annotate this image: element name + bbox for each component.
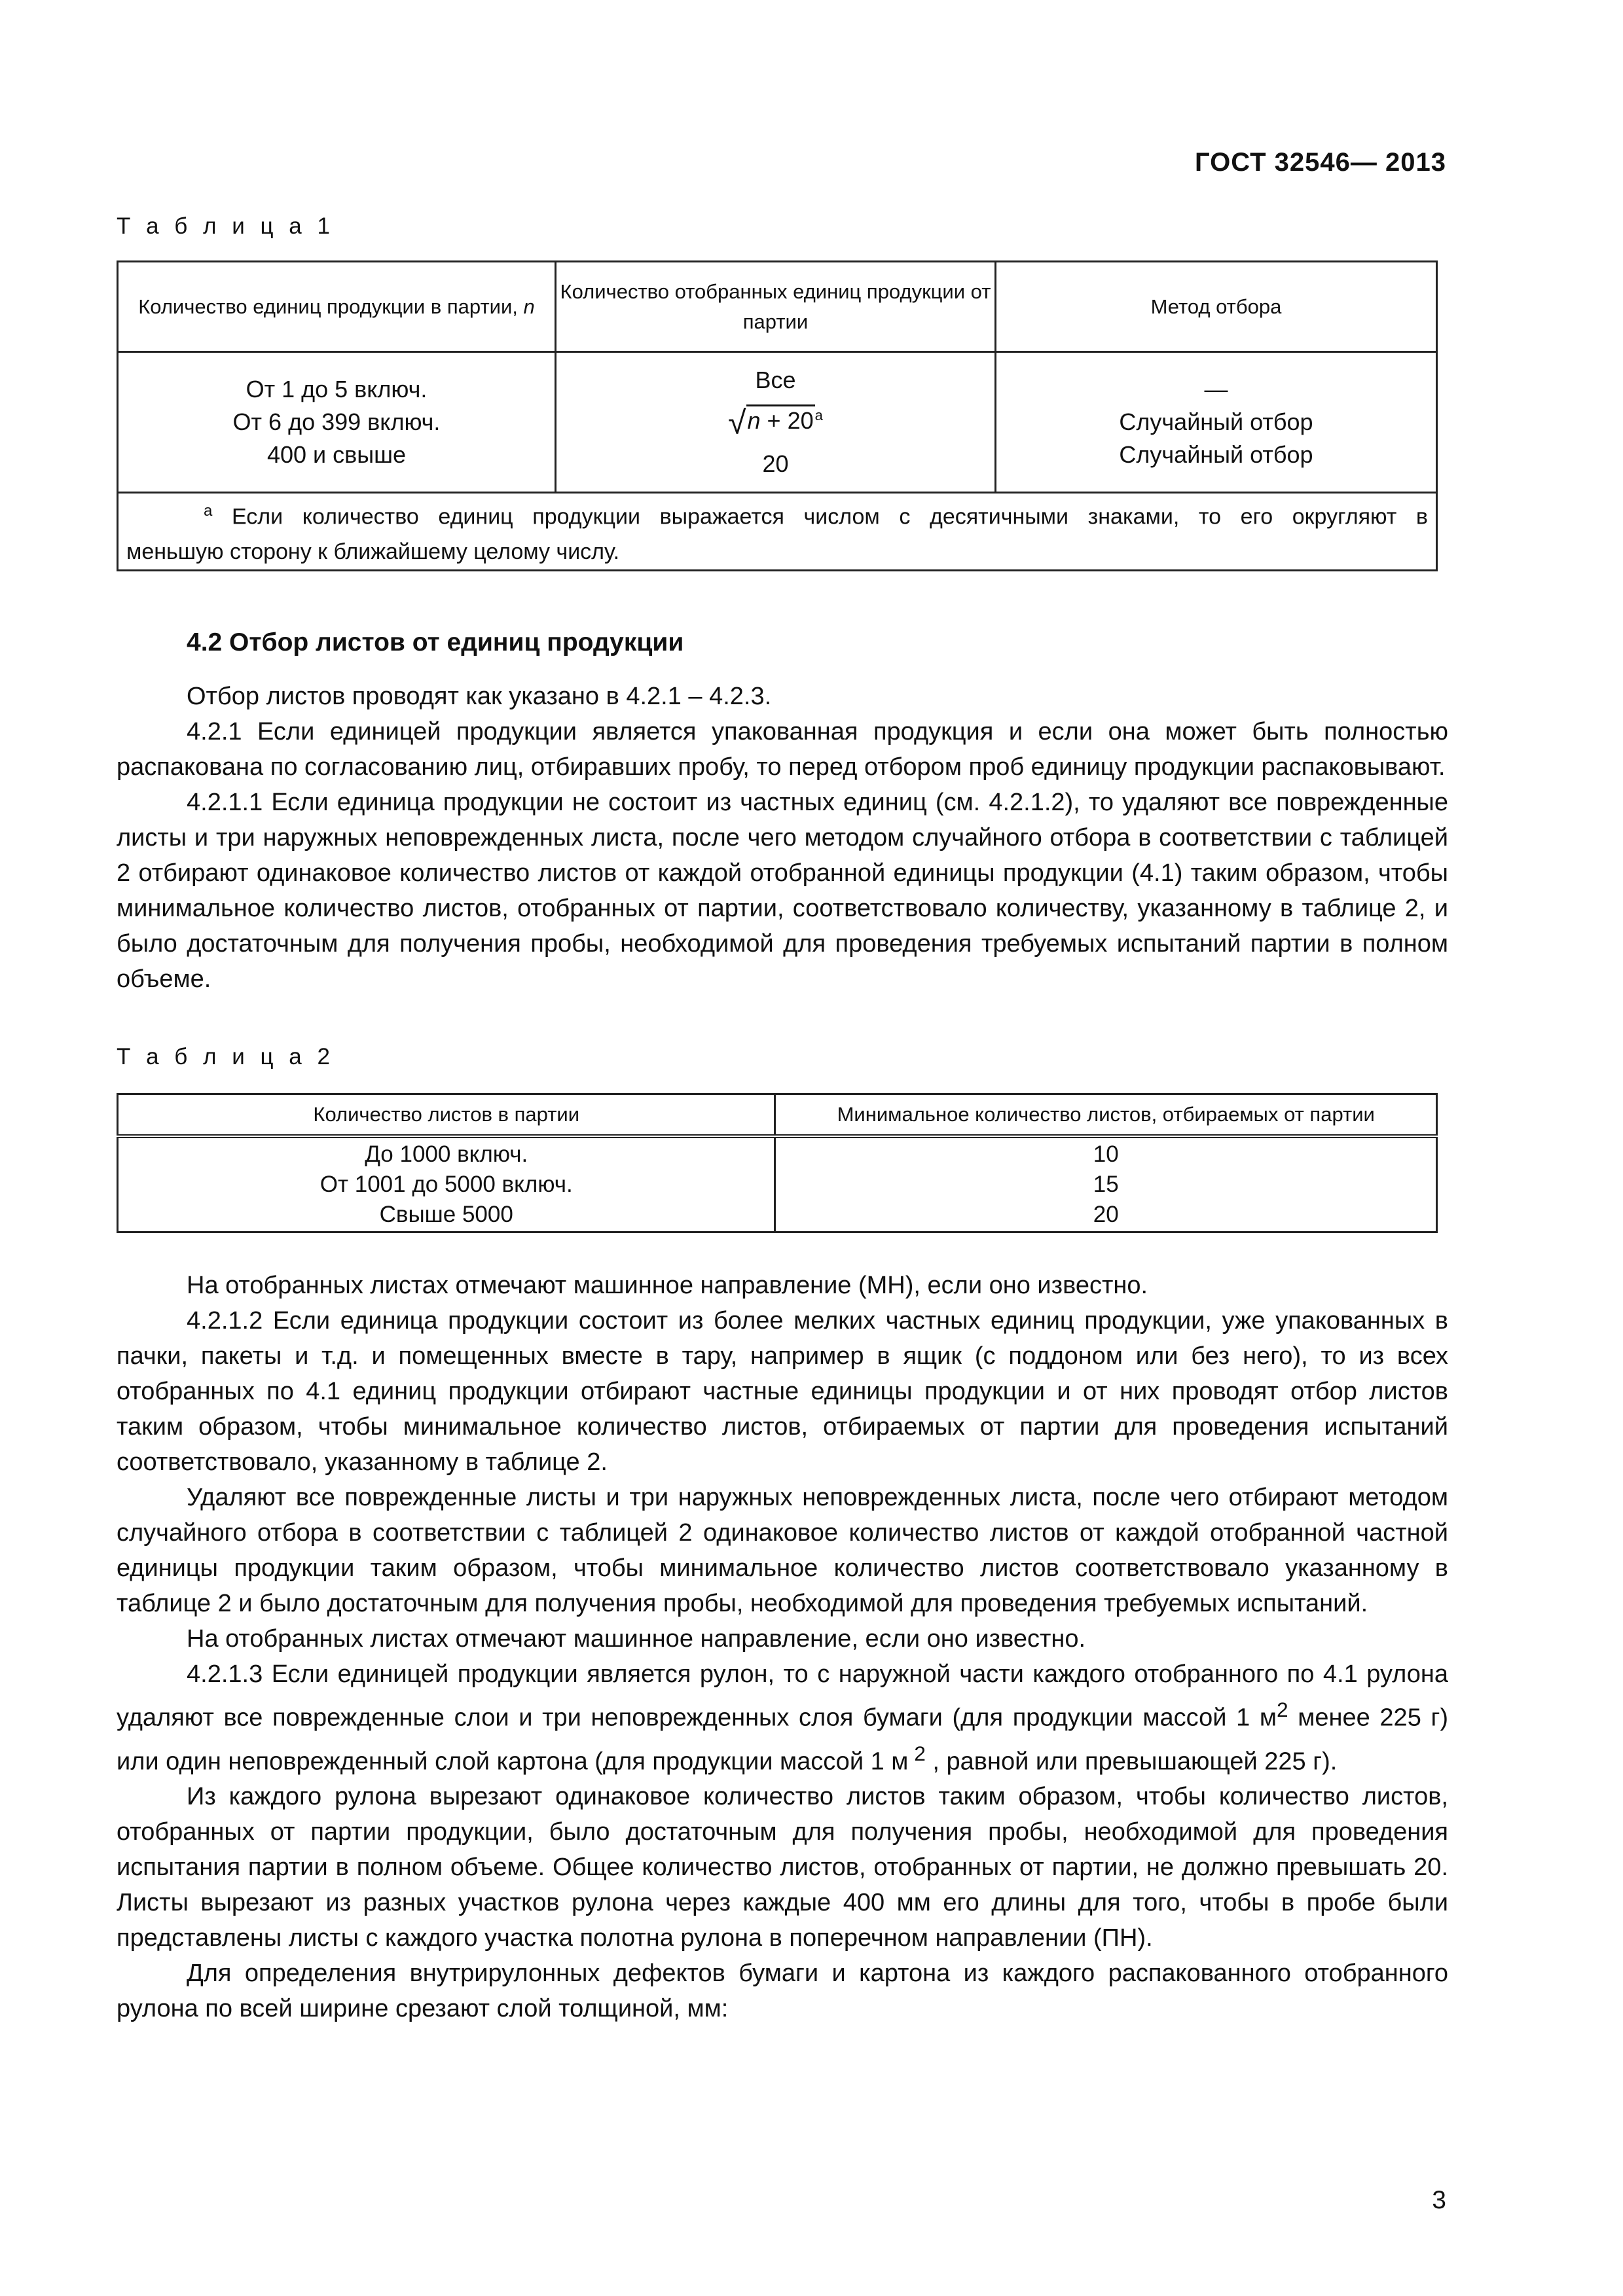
formula-variable: n [747, 406, 761, 434]
table1-method-row: Случайный отбор [1119, 441, 1313, 468]
paragraph: На отобранных листах отмечают машинное направление (МН), если оно известно. [187, 1272, 1148, 1299]
paragraph: 4.2.1.1 Если единица продукции не состоит из частных единиц (см. 4.2.1.2), то удаляют все поврежденные листы и три наружных неповрежденных листа, после чего методом случайного отбора в соответствии с таблицей 2 отбирают одинаковое количество листов от каждой отобранной единицы продукции (4.1) таким образом, чтобы минимальное количество листов, отобранных от партии, соответствовало количеству, указанному в таблице 2, и было достаточным для получения пробы, необходимой для проведения требуемых испытаний партии в полном объеме. [117, 789, 1448, 993]
paragraph: На отобранных листах отмечают машинное направление, если оно известно. [187, 1625, 1086, 1653]
table1-footnote [118, 493, 1437, 571]
table2-sheets-cell [118, 1136, 775, 1232]
paragraph: Из каждого рулона вырезают одинаковое количество листов таким образом, чтобы количество листов, отобранных от партии продукции, было достаточным для получения пробы, необходимой для проведения испытания партии в полном объеме. Общее количество листов, отобранных от партии, не должно превышать 20. Листы вырезают из разных участков рулона через каждые 400 мм его длины для того, чтобы в пробе были представлены листы с каждого участка полотна рулона в поперечном направлении (ПН). [117, 1783, 1448, 1952]
formula-footnote-mark: a [814, 406, 823, 423]
roll-text-a: 4.2.1.3 Если единицей продукции является рулон, то с наружной части каждого отобранного по 4.1 рулона удаляют все поврежденные слои и три неповрежденных слоя бумаги (для продукции массой 1 м [117, 1660, 1448, 1732]
section-title: 4.2 Отбор листов от единиц продукции [187, 628, 684, 656]
table2-row-value: 15 [1093, 1172, 1119, 1197]
paragraph: 4.2.1 Если единицей продукции является упакованная продукция и если она может быть полностью распакована по согласованию лиц, отбиравших пробу, то перед отбором проб единицу продукции распаковывают. [117, 718, 1448, 781]
page-number: 3 [1432, 2186, 1446, 2214]
table2-row-label: Свыше 5000 [379, 1202, 513, 1227]
paragraph: 4.2.1.2 Если единица продукции состоит из более мелких частных единиц продукции, уже упакованных в пачки, пакеты и т.д. и помещенных вместе в тару, например в ящик (с поддоном или без него), то из всех отобранных по 4.1 единиц продукции отбирают частные единицы продукции и от них проводят отбор листов таким образом, чтобы минимальное количество листов, отбираемых от партии для проведения испытаний соответствовало, указанному в таблице 2. [117, 1307, 1448, 1476]
superscript: 2 [908, 1741, 926, 1765]
table2-header-sheets: Количество листов в партии [118, 1094, 775, 1137]
table2 [117, 1093, 1438, 1233]
table1-header-quantity [118, 262, 556, 352]
roll-text-b: менее 225 г) или один неповрежденный слой картона (для продукции массой 1 м [117, 1704, 1448, 1776]
table2-row-label: До 1000 включ. [365, 1141, 528, 1167]
paragraph: Удаляют все поврежденные листы и три наружных неповрежденных листа, после чего отбирают методом случайного отбора в соответствии с таблицей 2 одинаковое количество листов от каждой отобранной частной единицы продукции таким образом, чтобы минимальное количество листов соответствовало указанному в таблице 2 и было достаточным для получения пробы, необходимой для проведения требуемых испытаний. [117, 1484, 1448, 1617]
radical-sign: √ [728, 404, 746, 441]
superscript: 2 [1277, 1698, 1288, 1721]
paragraph-roll [117, 1657, 1448, 1779]
table2-header-minimum: Минимальное количество листов, отбираемых от партии [775, 1094, 1437, 1137]
table1-selected-all: Все [755, 366, 796, 393]
radicand [746, 404, 815, 435]
table1-header-selected: Количество отобранных единиц продукции от партии [555, 262, 995, 352]
table2-row-label: От 1001 до 5000 включ. [319, 1172, 573, 1197]
table1-method-cell [995, 352, 1436, 493]
section-body [117, 679, 1448, 997]
table1-footnote-line2: меньшую сторону к ближайшему целому числу. [126, 539, 620, 565]
table1-quantity-row: 400 и свыше [266, 441, 407, 468]
table1-header-quantity-text: Количество единиц продукции в партии, n [138, 295, 535, 318]
table2-minimum-cell [775, 1136, 1437, 1232]
table1 [117, 260, 1438, 571]
table2-row-value: 10 [1093, 1141, 1119, 1167]
table1-quantity-row: От 6 до 399 включ. [232, 408, 441, 435]
footnote-mark: a [204, 502, 213, 520]
table1-method-row: — [1204, 376, 1228, 403]
formula-rest: + 20 [760, 406, 814, 434]
table1-method-row: Случайный отбор [1119, 408, 1313, 435]
table1-quantity-row: От 1 до 5 включ. [246, 376, 428, 403]
table1-header-method: Метод отбора [995, 262, 1436, 352]
table1-quantity-cell [118, 352, 556, 493]
document-code: ГОСТ 32546— 2013 [1194, 148, 1446, 177]
header-variable: n [523, 295, 535, 318]
paragraph: Отбор листов проводят как указано в 4.2.1 – 4.2.3. [187, 683, 772, 710]
table1-footnote-line1 [126, 493, 1428, 534]
footnote-text-1: Если количество единиц продукции выражается числом с десятичными знаками, то его округляют в [232, 504, 1428, 529]
table1-selected-twenty: 20 [762, 450, 789, 478]
table1-caption: Т а б л и ц а 1 [117, 213, 335, 239]
paragraph: Для определения внутрирулонных дефектов бумаги и картона из каждого распакованного отобранного рулона по всей ширине срезают слой толщиной, мм: [117, 1960, 1448, 2023]
table1-selected-cell [555, 352, 995, 493]
table2-caption: Т а б л и ц а 2 [117, 1044, 335, 1069]
table1-selected-formula [556, 399, 994, 439]
table2-row-value: 20 [1093, 1202, 1119, 1227]
sqrt-formula [728, 404, 815, 439]
body-continued [117, 1268, 1448, 2026]
roll-text-c: , равной или превышающей 225 г). [925, 1748, 1338, 1776]
